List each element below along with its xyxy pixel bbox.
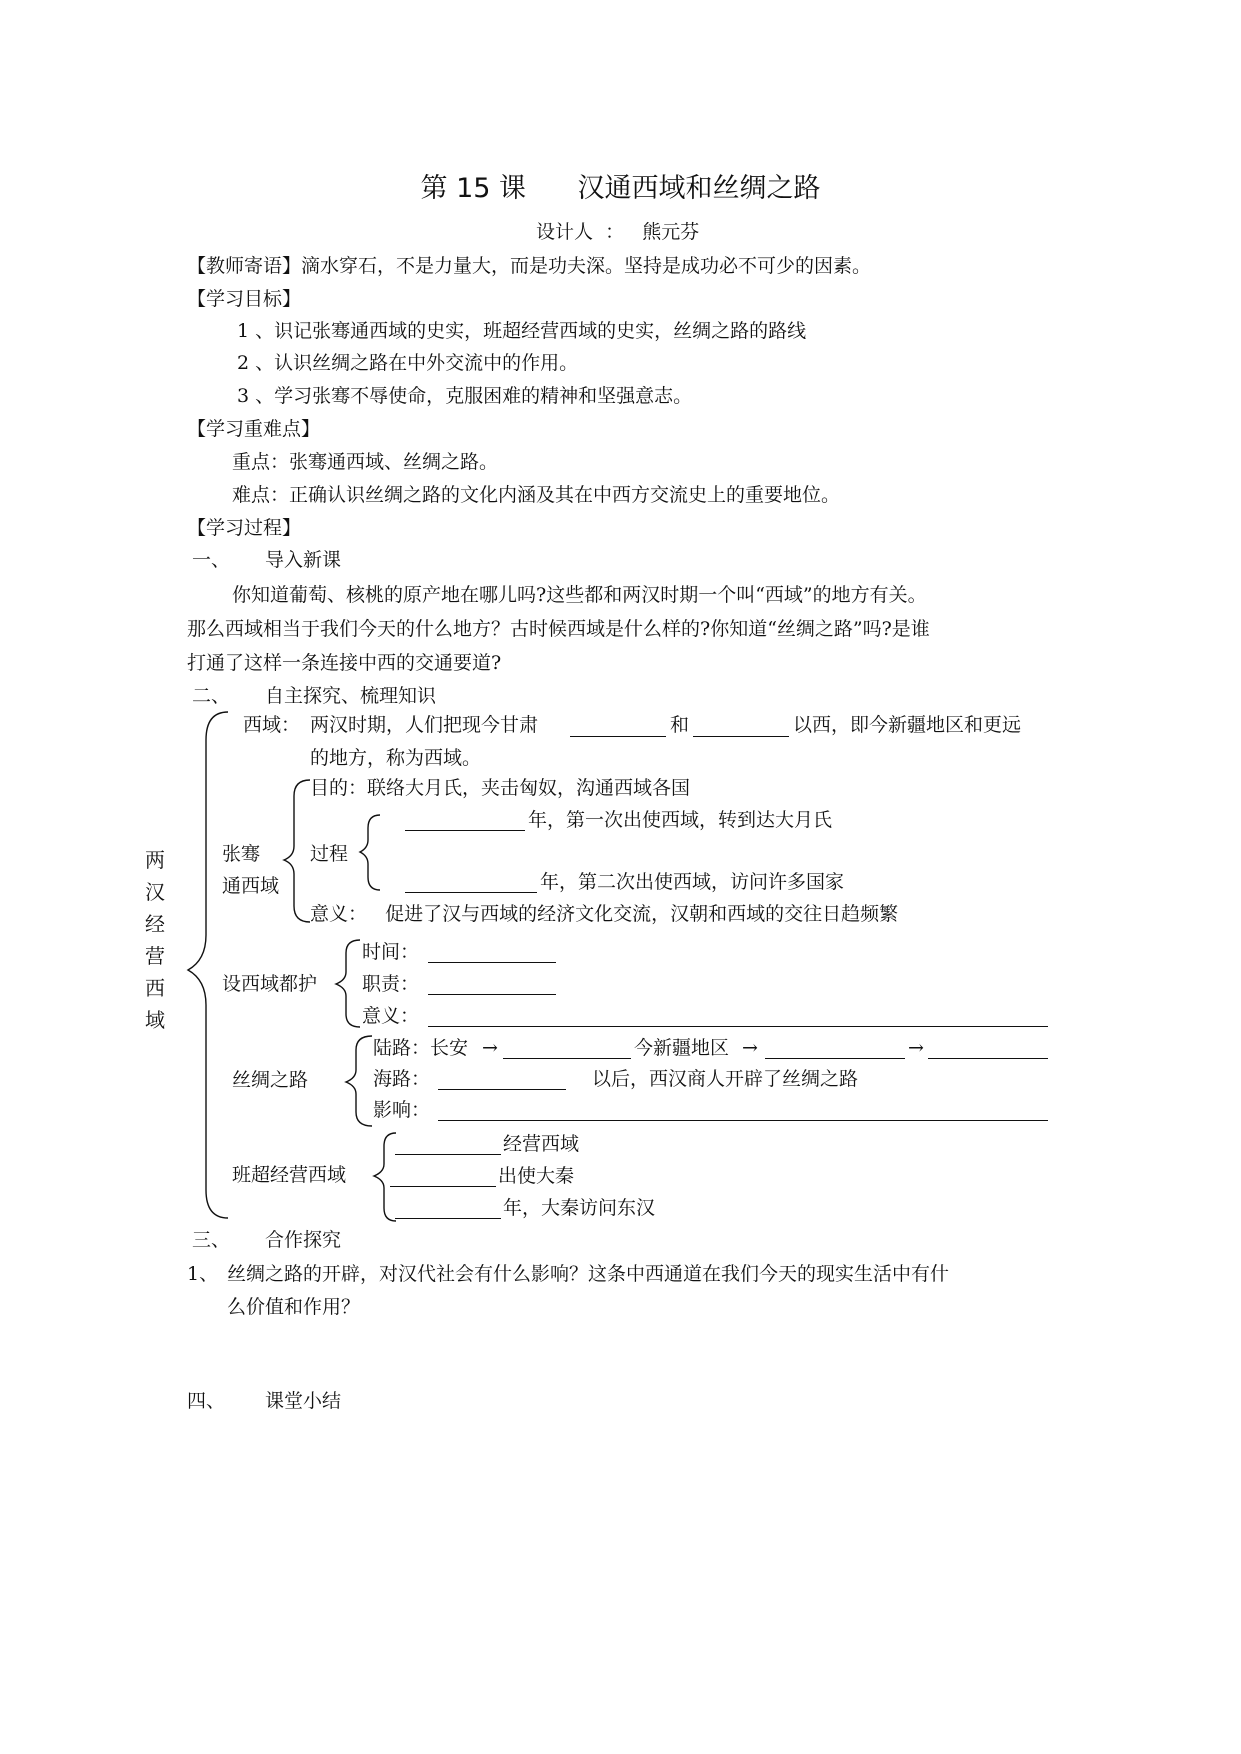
arrow: → bbox=[482, 1037, 498, 1059]
blank-line bbox=[570, 736, 666, 737]
section-title: 自主探究、梳理知识 bbox=[265, 685, 437, 707]
sea-route-after: 以后，西汉商人开辟了丝绸之路 bbox=[592, 1068, 859, 1090]
goal-item: 1 、识记张骞通西域的史实，班超经营西域的史实，丝绸之路的路线 bbox=[237, 320, 807, 342]
designer: 设计人 ： 熊元芬 bbox=[536, 221, 700, 243]
blank-line bbox=[693, 736, 789, 737]
zhangqian-significance: 意义： 促进了汉与西域的经济文化交流，汉朝和西域的交往日趋频繁 bbox=[310, 903, 899, 925]
root-char: 西 bbox=[145, 976, 165, 1000]
goal-item: 2 、认识丝绸之路在中外交流中的作用。 bbox=[237, 352, 579, 374]
blank-line bbox=[503, 1058, 631, 1059]
trip-1: 年，第一次出使西域，转到达大月氏 bbox=[528, 809, 833, 831]
blank-line bbox=[395, 1154, 501, 1155]
duhu-duty: 职责： bbox=[362, 973, 420, 995]
process-label: 过程 bbox=[310, 843, 349, 865]
xiyu-text: 两汉时期，人们把现今甘肃 bbox=[310, 714, 539, 736]
section-number: 四、 bbox=[187, 1390, 226, 1412]
zhangqian-label: 通西域 bbox=[222, 875, 280, 897]
blank-line bbox=[928, 1058, 1048, 1059]
intro-line: 那么西域相当于我们今天的什么地方？古时候西域是什么样的?你知道“丝绸之路”吗?是谁 bbox=[187, 618, 930, 640]
blank-line bbox=[405, 892, 537, 893]
key-points-heading: 【学习重难点】 bbox=[187, 418, 321, 440]
banchao-label: 班超经营西域 bbox=[232, 1164, 347, 1186]
page-title: 第 15 课 汉通西域和丝绸之路 bbox=[420, 173, 821, 204]
sea-route: 海路： bbox=[373, 1068, 431, 1090]
blank-line bbox=[390, 1186, 496, 1187]
section-title: 课堂小结 bbox=[265, 1390, 342, 1412]
intro-line: 打通了这样一条连接中西的交通要道? bbox=[187, 652, 502, 674]
section-number: 二、 bbox=[192, 685, 231, 707]
question-number: 1、 bbox=[187, 1263, 219, 1285]
question-text: 丝绸之路的开辟，对汉代社会有什么影响？这条中西通道在我们今天的现实生活中有什 bbox=[227, 1263, 950, 1285]
blank-line bbox=[428, 962, 556, 963]
section-title: 导入新课 bbox=[265, 549, 342, 571]
banchao-item: 年，大秦访问东汉 bbox=[503, 1197, 656, 1219]
blank-line bbox=[395, 1218, 501, 1219]
blank-line bbox=[438, 1089, 566, 1090]
key-point-focus: 重点：张骞通西域、丝绸之路。 bbox=[232, 451, 499, 473]
root-char: 域 bbox=[145, 1008, 165, 1032]
duhu-time: 时间： bbox=[362, 941, 420, 963]
xiyu-text: 的地方，称为西域。 bbox=[310, 747, 482, 769]
banchao-item: 经营西域 bbox=[503, 1133, 580, 1155]
key-point-difficulty: 难点：正确认识丝绸之路的文化内涵及其在中西方交流史上的重要地位。 bbox=[232, 484, 841, 506]
land-route-mid: 今新疆地区 bbox=[634, 1037, 730, 1059]
zhangqian-purpose: 目的：联络大月氏，夹击匈奴，沟通西域各国 bbox=[310, 777, 691, 799]
silk-road-label: 丝绸之路 bbox=[232, 1069, 309, 1091]
blank-line bbox=[765, 1058, 905, 1059]
section-number: 一、 bbox=[192, 549, 231, 571]
question-text: 么价值和作用？ bbox=[227, 1296, 361, 1318]
banchao-item: 出使大秦 bbox=[498, 1165, 575, 1187]
section-number: 三、 bbox=[192, 1229, 231, 1251]
root-char: 营 bbox=[145, 944, 165, 968]
blank-line bbox=[428, 1026, 1048, 1027]
duhu-meaning: 意义： bbox=[362, 1005, 420, 1027]
arrow: → bbox=[908, 1037, 924, 1059]
intro-line: 你知道葡萄、核桃的原产地在哪儿吗?这些都和两汉时期一个叫“西域”的地方有关。 bbox=[232, 584, 927, 606]
xiyu-text: 和 bbox=[670, 714, 690, 736]
blank-line bbox=[428, 994, 556, 995]
root-char: 两 bbox=[145, 848, 165, 872]
section-title: 合作探究 bbox=[265, 1229, 342, 1251]
zhangqian-label: 张骞 bbox=[222, 843, 261, 865]
influence: 影响： bbox=[373, 1099, 431, 1121]
xiyu-text: 以西，即今新疆地区和更远 bbox=[793, 714, 1022, 736]
goals-heading: 【学习目标】 bbox=[187, 288, 302, 310]
blank-line bbox=[438, 1120, 1048, 1121]
root-char: 经 bbox=[145, 912, 165, 936]
arrow: → bbox=[742, 1037, 758, 1059]
teacher-message: 【教师寄语】滴水穿石，不是力量大，而是功夫深。坚持是成功必不可少的因素。 bbox=[187, 255, 872, 277]
land-route: 陆路：长安 bbox=[373, 1037, 469, 1059]
xiyu-label: 西域： bbox=[243, 714, 301, 736]
process-heading: 【学习过程】 bbox=[187, 517, 302, 539]
trip-2: 年，第二次出使西域，访问许多国家 bbox=[540, 871, 845, 893]
root-char: 汉 bbox=[145, 880, 165, 904]
blank-line bbox=[405, 830, 525, 831]
goal-item: 3 、学习张骞不辱使命，克服困难的精神和坚强意志。 bbox=[237, 385, 693, 407]
duhu-label: 设西域都护 bbox=[222, 973, 318, 995]
